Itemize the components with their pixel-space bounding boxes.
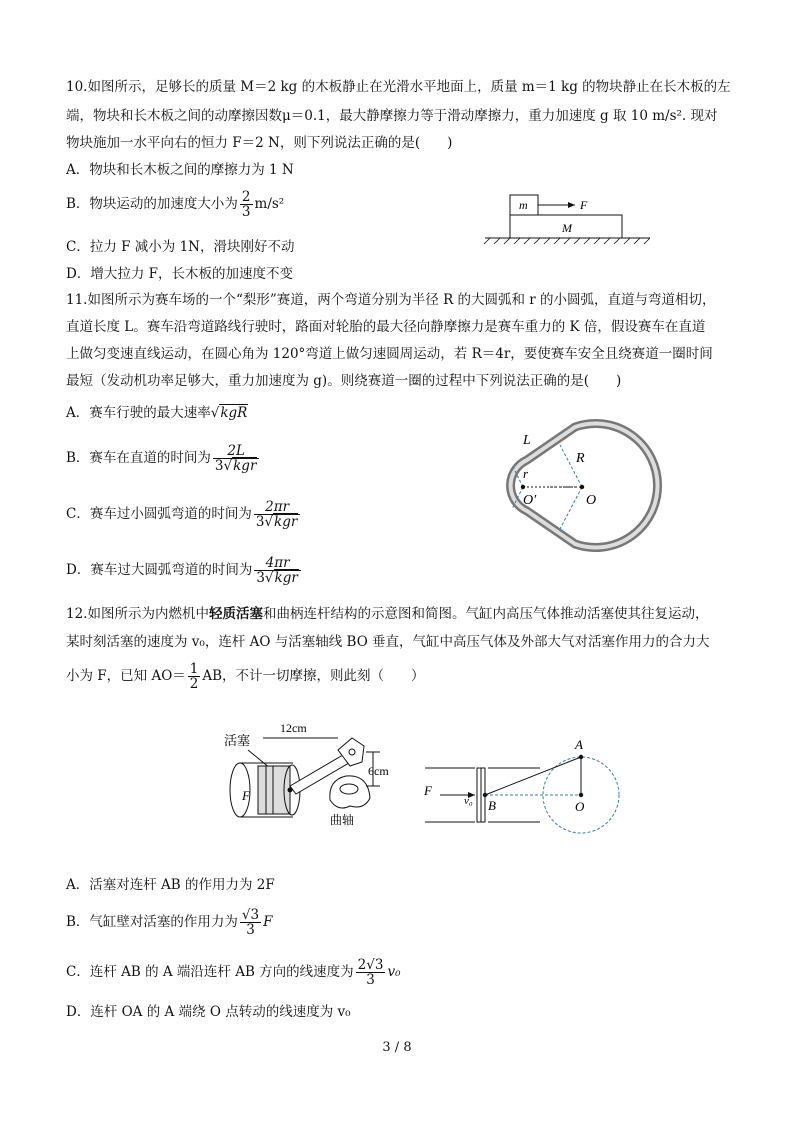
q12-engine-figure — [218, 710, 408, 825]
q10-option-c: C．拉力 F 减小为 1N，滑块刚好不动 — [66, 239, 295, 255]
q10-line2: 端，物块和长木板之间的动摩擦因数μ＝0.1，最大静摩擦力等于滑动摩擦力，重力加速度 g 取 10 m/s². 现对 — [66, 108, 718, 124]
q11-option-b: B．赛车在直道的时间为 $\frac{2L}{\text{3√kgr}}$ — [66, 444, 261, 473]
q12-line2: 某时刻活塞的速度为 v₀，连杆 AO 与活塞轴线 BO 垂直，气缸中高压气体及外部大气对活塞作用力的合力大 — [66, 634, 710, 650]
q11-label-O1: O′ — [523, 493, 537, 508]
q12-label-v0: v₀ — [464, 795, 473, 807]
q11-label-R: R — [576, 451, 585, 466]
page-number: 3 / 8 — [382, 1040, 412, 1055]
q11-line3: 上做匀变速直线运动，在圆心角为 120°弯道上做匀速圆周运动，若 R＝4r，要使赛车安全且绕赛道一圈时间 — [66, 346, 713, 362]
q12-label-F-right: F — [424, 783, 432, 798]
q12-label-12cm: 12cm — [280, 721, 307, 735]
q12-label-B: B — [488, 798, 496, 813]
q11-track-figure — [490, 422, 650, 552]
q11-option-c: C．赛车过小圆弧弯道的时间为 $\frac{2\pi r}{\text{3√kgr}}$ — [66, 500, 302, 529]
q12-label-crank: 曲轴 — [330, 813, 355, 827]
q10-label-F: F — [580, 198, 588, 212]
q11-label-L: L — [523, 433, 531, 448]
q10-line3: 物块施加一水平向右的恒力 F＝2 N，则下列说法正确的是( ) — [66, 135, 453, 151]
q10-option-a: A．物块和长木板之间的摩擦力为 1 N — [66, 162, 294, 178]
q11-label-r: r — [523, 466, 529, 481]
q12-piston — [258, 766, 290, 814]
q12-option-d: D．连杆 OA 的 A 端绕 O 点转动的线速度为 v₀ — [66, 1004, 351, 1020]
q10-line1: 10.如图所示，足够长的质量 M＝2 kg 的木板静止在光滑水平地面上，质量 m＝1 kg 的物块静止在长木板的左 — [66, 79, 731, 95]
q12-simple-figure — [420, 735, 630, 835]
q11-line2: 直道长度 L。赛车沿弯道路线行驶时，路面对轮胎的最大径向静摩擦力是赛车重力的 K 倍，假设赛车在直道 — [66, 319, 706, 335]
q11-label-O: O — [586, 493, 597, 508]
q12-option-b: B．气缸壁对活塞的作用力为 $\frac{√3}{3}$ F — [66, 907, 273, 938]
q10-option-d: D．增大拉力 F，长木板的加速度不变 — [66, 266, 293, 282]
q10-option-b-text: B．物块运动的加速度大小为 — [66, 196, 238, 212]
q12-option-a: A．活塞对连杆 AB 的作用力为 2F — [66, 877, 275, 893]
q11-track — [511, 424, 658, 548]
q12-label-A: A — [575, 737, 583, 752]
q11-line1: 11.如图所示为赛车场的一个“梨形”赛道，两个弯道分别为半径 R 的大圆弧和 r 的小圆弧，直道与弯道相切， — [66, 292, 716, 308]
q10-figure — [480, 190, 660, 250]
q10-label-m: m — [519, 198, 528, 212]
q10-option-b — [66, 190, 284, 219]
q11-option-d: D．赛车过大圆弧弯道的时间为 $\frac{4\pi r}{\text{3√kgr}}$ — [66, 556, 303, 585]
q10-label-M: M — [562, 221, 572, 235]
q12-label-O: O — [575, 799, 585, 814]
q11-option-a: A．赛车行驶的最大速率√kgR — [66, 405, 248, 421]
q12-option-c: C．连杆 AB 的 A 端沿连杆 AB 方向的线速度为 $\frac{2√3}{3}$ v₀ — [66, 957, 401, 988]
q12-line3: 小为 F，已知 AO＝ $\frac{1}{2}$ AB，不计一切摩擦，则此刻（ ） — [66, 661, 425, 692]
q11-line4: 最短（发动机功率足够大，重力加速度为 g)。则绕赛道一圈的过程中下列说法正确的是( ) — [66, 373, 622, 389]
q10-option-b-unit: m/s² — [254, 196, 285, 212]
q12-label-piston: 活塞 — [224, 734, 251, 749]
q12-line1: 12.如图所示为内燃机中轻质活塞和曲柄连杆结构的示意图和简图。气缸内高压气体推动活塞使其往复运动， — [66, 606, 709, 622]
q12-label-6cm: 6cm — [368, 764, 389, 778]
q10-option-b-frac: $\frac{2}{3}$ — [241, 189, 251, 220]
q12-label-F-left: F — [242, 788, 250, 803]
